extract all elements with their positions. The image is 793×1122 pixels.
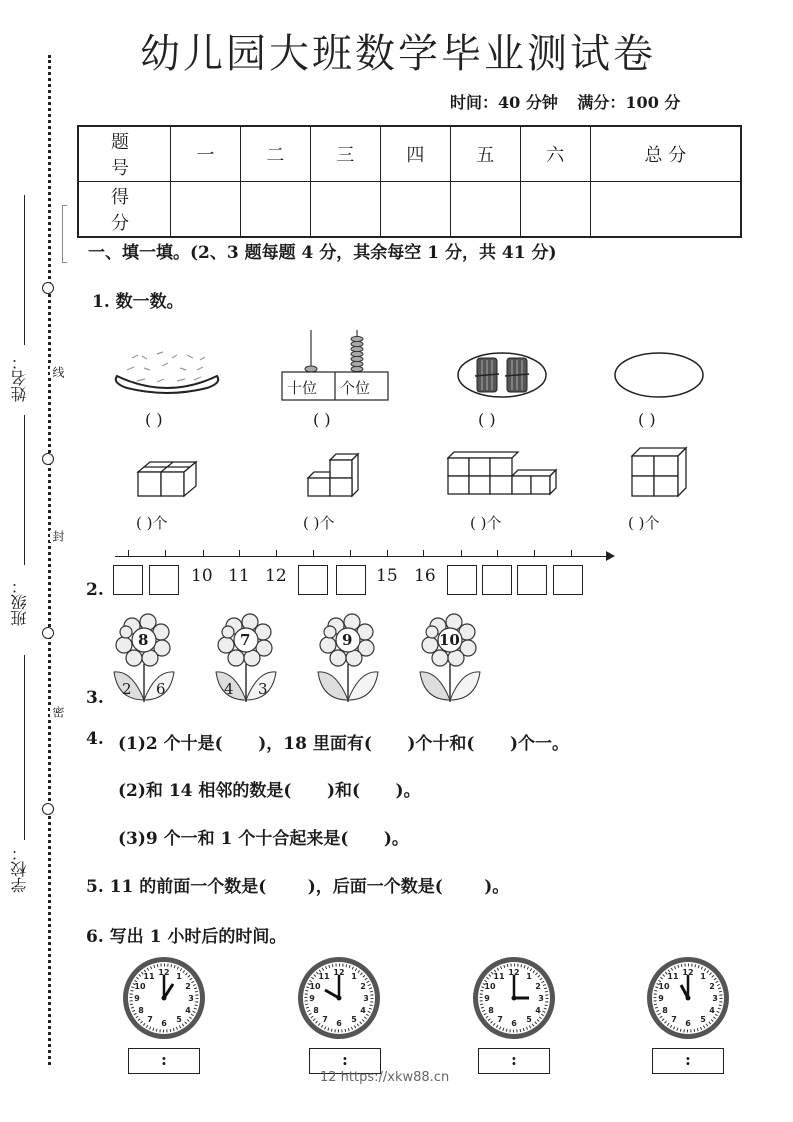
leaf-right-number[interactable]: 6 bbox=[156, 680, 166, 698]
svg-text:12: 12 bbox=[158, 968, 170, 977]
svg-text:9: 9 bbox=[134, 994, 140, 1003]
svg-text:1: 1 bbox=[700, 972, 706, 981]
cubes-icon bbox=[446, 448, 558, 498]
tick bbox=[350, 550, 351, 556]
tick bbox=[239, 550, 240, 556]
binding-dotted-line bbox=[48, 55, 51, 1065]
svg-text:7: 7 bbox=[671, 1015, 677, 1024]
tick bbox=[165, 550, 166, 556]
svg-text:5: 5 bbox=[526, 1015, 532, 1024]
question-4-part-3: (3)9 个一和 1 个十合起来是( )。 bbox=[118, 829, 409, 849]
row-header: 得 分 bbox=[78, 182, 171, 238]
question-4-label: 4. bbox=[86, 729, 104, 749]
svg-text:2: 2 bbox=[535, 982, 541, 991]
question-5: 5. 11 的前面一个数是( )，后面一个数是( )。 bbox=[86, 877, 510, 897]
ones-place-label: 个位 bbox=[340, 379, 371, 397]
number-label: 12 bbox=[265, 566, 287, 586]
time-answer-box[interactable]: : bbox=[128, 1048, 200, 1074]
tick bbox=[461, 550, 462, 556]
svg-text:11: 11 bbox=[667, 972, 679, 981]
question-4-part-1: (1)2 个十是( )，18 里面有( )个十和( )个一。 bbox=[118, 734, 570, 754]
bracket-mark bbox=[62, 205, 67, 263]
score-cell[interactable] bbox=[590, 182, 741, 238]
plate-icon bbox=[112, 348, 222, 403]
tick bbox=[276, 550, 277, 556]
svg-text:4: 4 bbox=[360, 1006, 366, 1015]
tick bbox=[497, 550, 498, 556]
flower-center-number: 10 bbox=[439, 631, 460, 649]
question-4-part-2: (2)和 14 相邻的数是( )和( )。 bbox=[118, 781, 421, 801]
svg-text:7: 7 bbox=[497, 1015, 503, 1024]
leaf-left-number[interactable]: 4 bbox=[224, 680, 234, 698]
number-label: 15 bbox=[376, 566, 398, 586]
svg-text:12: 12 bbox=[333, 968, 345, 977]
number-box[interactable] bbox=[149, 565, 179, 595]
svg-text:9: 9 bbox=[484, 994, 490, 1003]
score-cell[interactable] bbox=[240, 182, 310, 238]
cubes-icon bbox=[630, 444, 690, 498]
svg-text:5: 5 bbox=[176, 1015, 182, 1024]
svg-text:11: 11 bbox=[493, 972, 505, 981]
svg-text:6: 6 bbox=[336, 1019, 342, 1028]
svg-text:4: 4 bbox=[709, 1006, 715, 1015]
score-cell[interactable] bbox=[310, 182, 380, 238]
column-header: 一 bbox=[171, 126, 241, 182]
binding-hole bbox=[42, 627, 54, 639]
flower-icon bbox=[418, 612, 482, 704]
svg-text:7: 7 bbox=[322, 1015, 328, 1024]
seal-char: 封 bbox=[51, 530, 65, 542]
svg-text:10: 10 bbox=[134, 982, 146, 991]
svg-text:10: 10 bbox=[658, 982, 670, 991]
number-label: 10 bbox=[191, 566, 213, 586]
number-box[interactable] bbox=[298, 565, 328, 595]
binding-hole bbox=[42, 803, 54, 815]
svg-text:2: 2 bbox=[185, 982, 191, 991]
empty-oval-icon bbox=[613, 350, 705, 400]
name-label: 姓名： bbox=[10, 354, 29, 402]
svg-text:2: 2 bbox=[360, 982, 366, 991]
svg-text:9: 9 bbox=[658, 994, 664, 1003]
table-row-scores bbox=[78, 182, 741, 238]
time-limit: 时间：40 分钟 bbox=[450, 93, 558, 112]
svg-text:11: 11 bbox=[318, 972, 330, 981]
column-header: 四 bbox=[380, 126, 450, 182]
clock-icon bbox=[645, 955, 731, 1041]
svg-text:3: 3 bbox=[188, 994, 194, 1003]
svg-text:4: 4 bbox=[535, 1006, 541, 1015]
tick bbox=[571, 550, 572, 556]
score-cell[interactable] bbox=[520, 182, 590, 238]
svg-text:11: 11 bbox=[143, 972, 155, 981]
answer-blank[interactable]: ( ) bbox=[313, 410, 331, 429]
flower bbox=[316, 612, 380, 704]
flower-icon bbox=[316, 612, 380, 704]
svg-text:2: 2 bbox=[709, 982, 715, 991]
column-header: 总 分 bbox=[590, 126, 741, 182]
number-line bbox=[115, 556, 610, 557]
tens-place-label: 十位 bbox=[287, 379, 318, 397]
answer-blank[interactable]: ( )个 bbox=[303, 514, 335, 532]
number-label: 16 bbox=[414, 566, 436, 586]
svg-text:6: 6 bbox=[511, 1019, 517, 1028]
arrow-head-icon bbox=[606, 551, 615, 561]
score-cell[interactable] bbox=[450, 182, 520, 238]
column-header: 五 bbox=[450, 126, 520, 182]
number-box[interactable] bbox=[113, 565, 143, 595]
clock-icon bbox=[121, 955, 207, 1041]
answer-blank[interactable]: ( )个 bbox=[628, 514, 660, 532]
svg-text:10: 10 bbox=[484, 982, 496, 991]
school-line[interactable] bbox=[24, 655, 25, 840]
svg-text:8: 8 bbox=[488, 1006, 494, 1015]
tick bbox=[387, 550, 388, 556]
svg-text:1: 1 bbox=[526, 972, 532, 981]
svg-text:12: 12 bbox=[508, 968, 520, 977]
number-box[interactable] bbox=[553, 565, 583, 595]
svg-text:3: 3 bbox=[712, 994, 718, 1003]
time-answer-box[interactable]: : bbox=[652, 1048, 724, 1074]
flower bbox=[418, 612, 482, 704]
number-box[interactable] bbox=[517, 565, 547, 595]
score-cell[interactable] bbox=[380, 182, 450, 238]
column-header: 三 bbox=[310, 126, 380, 182]
svg-text:3: 3 bbox=[363, 994, 369, 1003]
question-6-label: 6. 写出 1 小时后的时间。 bbox=[86, 927, 287, 947]
seal-char: 密 bbox=[51, 706, 65, 718]
tick bbox=[128, 550, 129, 556]
stick-bundles-icon bbox=[455, 350, 550, 400]
binding-hole bbox=[42, 282, 54, 294]
score-table bbox=[77, 125, 742, 238]
flower-center-number: 8 bbox=[138, 631, 149, 649]
class-label: 班级： bbox=[10, 578, 29, 626]
svg-text:10: 10 bbox=[309, 982, 321, 991]
answer-blank[interactable]: ( ) bbox=[638, 410, 656, 429]
answer-blank[interactable]: ( ) bbox=[478, 410, 496, 429]
flower bbox=[112, 612, 176, 704]
time-answer-box[interactable]: : bbox=[309, 1048, 381, 1074]
name-line[interactable] bbox=[24, 195, 25, 345]
answer-blank[interactable]: ( )个 bbox=[470, 514, 502, 532]
tick bbox=[534, 550, 535, 556]
svg-text:4: 4 bbox=[185, 1006, 191, 1015]
column-header: 二 bbox=[240, 126, 310, 182]
svg-text:6: 6 bbox=[161, 1019, 167, 1028]
school-label: 学校： bbox=[10, 845, 29, 893]
seal-char: 线 bbox=[51, 366, 65, 378]
score-cell[interactable] bbox=[171, 182, 241, 238]
flower-center-number: 7 bbox=[240, 631, 251, 649]
svg-text:8: 8 bbox=[313, 1006, 319, 1015]
svg-text:3: 3 bbox=[538, 994, 544, 1003]
exam-meta bbox=[450, 90, 694, 113]
table-row-header bbox=[78, 126, 741, 182]
svg-text:1: 1 bbox=[176, 972, 182, 981]
section-heading: 一、填一填。(2、3 题每题 4 分，其余每空 1 分，共 41 分) bbox=[88, 243, 557, 263]
cubes-icon bbox=[136, 458, 200, 500]
leaf-left-number[interactable]: 2 bbox=[122, 680, 132, 698]
svg-text:6: 6 bbox=[685, 1019, 691, 1028]
class-line[interactable] bbox=[24, 415, 25, 565]
binding-hole bbox=[42, 453, 54, 465]
watermark: 12 https://xkw88.cn bbox=[320, 1070, 450, 1085]
clock-icon bbox=[296, 955, 382, 1041]
flower-center-number: 9 bbox=[342, 631, 353, 649]
tick bbox=[313, 550, 314, 556]
svg-text:7: 7 bbox=[147, 1015, 153, 1024]
flower bbox=[214, 612, 278, 704]
number-label: 11 bbox=[228, 566, 250, 586]
svg-text:1: 1 bbox=[351, 972, 357, 981]
question-3-label: 3. bbox=[86, 688, 104, 708]
cubes-icon bbox=[306, 450, 366, 500]
clock-icon bbox=[471, 955, 557, 1041]
row-header: 题 号 bbox=[78, 126, 171, 182]
number-box[interactable] bbox=[482, 565, 512, 595]
tick bbox=[203, 550, 204, 556]
time-answer-box[interactable]: : bbox=[478, 1048, 550, 1074]
number-box[interactable] bbox=[447, 565, 477, 595]
tick bbox=[423, 550, 424, 556]
svg-text:9: 9 bbox=[309, 994, 315, 1003]
page-title: 幼儿园大班数学毕业测试卷 bbox=[140, 31, 656, 77]
column-header: 六 bbox=[520, 126, 590, 182]
answer-blank[interactable]: ( ) bbox=[145, 410, 163, 429]
number-box[interactable] bbox=[336, 565, 366, 595]
svg-text:12: 12 bbox=[682, 968, 694, 977]
question-2-label: 2. bbox=[86, 580, 104, 600]
svg-text:5: 5 bbox=[700, 1015, 706, 1024]
question-1-label: 1. 数一数。 bbox=[92, 292, 184, 312]
leaf-right-number[interactable]: 3 bbox=[258, 680, 268, 698]
answer-blank[interactable]: ( )个 bbox=[136, 514, 168, 532]
svg-text:5: 5 bbox=[351, 1015, 357, 1024]
full-score: 满分：100 分 bbox=[577, 93, 681, 112]
svg-text:8: 8 bbox=[138, 1006, 144, 1015]
svg-text:8: 8 bbox=[662, 1006, 668, 1015]
